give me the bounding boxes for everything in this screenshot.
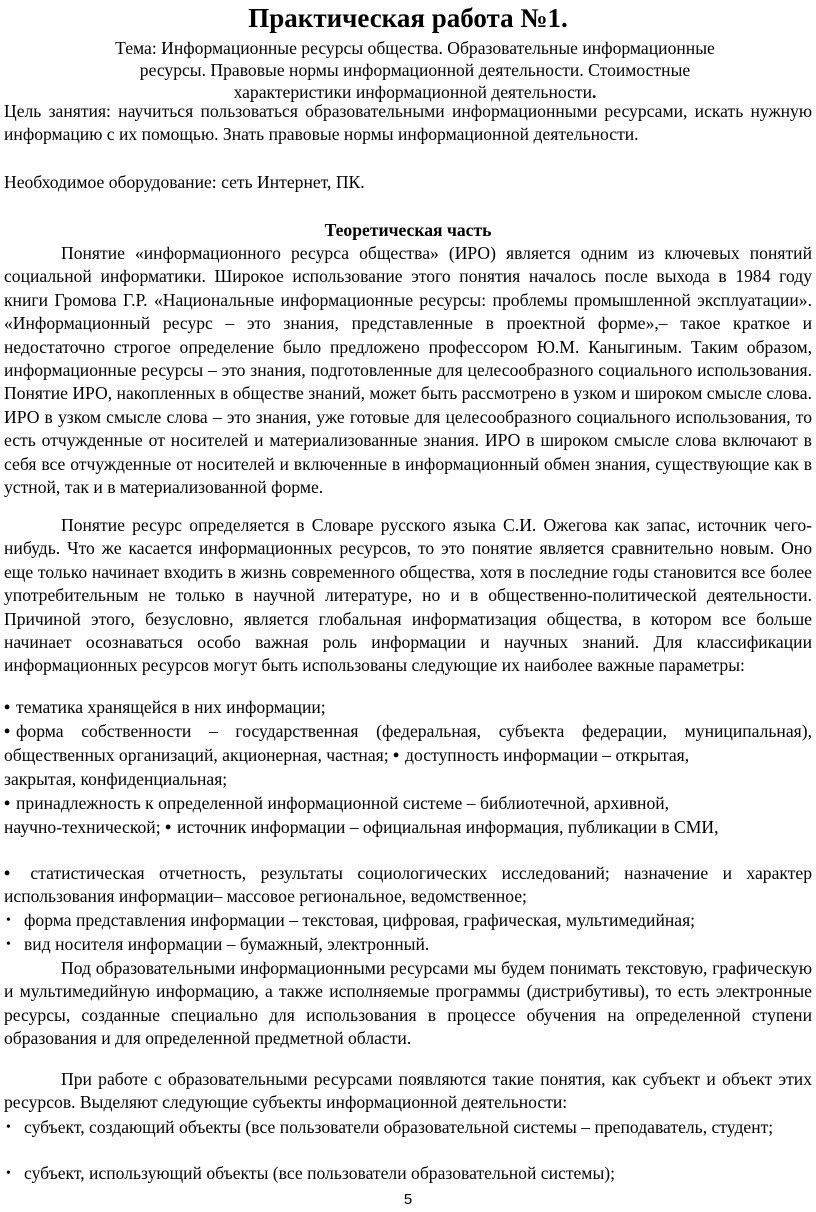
page-title: Практическая работа №1.	[248, 3, 568, 33]
param-item-topic	[4, 696, 812, 719]
param-text: вид носителя информации – бумажный, электронный.	[24, 934, 430, 954]
param-item-source	[4, 816, 812, 839]
bullet-icon: •	[165, 817, 172, 837]
section-heading: Теоретическая часть	[324, 220, 492, 240]
param-item-accessibility	[4, 744, 812, 767]
param-item-system	[4, 792, 812, 815]
paragraph-educational-resources: Под образовательными информационными ресурсами мы будем понимать текстовую, графическую и мультимедийную информацию, а также исполняемые программы (дистрибутивы), то есть электронные ресурсы, созданные специально для использования в процессе обучения на определенной ступени образования и для определенной предметной области.	[4, 958, 812, 1049]
bullet-icon: •	[6, 1120, 11, 1135]
subject-item-creator	[4, 1116, 812, 1139]
topic-line	[90, 37, 740, 103]
param-text: тематика хранящейся в них информации;	[16, 697, 326, 717]
bullet-icon: •	[4, 721, 11, 741]
subject-item-user	[4, 1162, 812, 1185]
paragraph-subjects-intro: При работе с образовательными ресурсами появляются такие понятия, как субъект и объект этих ресурсов. Выделяют следующие субъекты информационной деятельности:	[4, 1069, 812, 1113]
bullet-icon: •	[4, 793, 11, 813]
param-text: закрытая, конфиденциальная;	[4, 769, 228, 789]
subject-text: субъект, использующий объекты (все пользователи образовательной системы);	[24, 1163, 616, 1183]
goal-paragraph: Цель занятия: научиться пользоваться образовательными информационными ресурсами, искать нужную информацию с их помощью. Знать правовые нормы информационной деятельности.	[4, 101, 812, 145]
param-item-carrier	[4, 933, 812, 956]
param-item-ownership	[4, 720, 812, 743]
topic-text: Тема: Информационные ресурсы общества. Образовательные информационные ресурсы. Правовые нормы информационной деятельности. Стоимостные характеристики информационной деятельности	[115, 38, 715, 102]
param-text: научно-технической;	[4, 817, 161, 837]
bullet-icon: •	[4, 863, 11, 883]
page-number: 5	[403, 1191, 413, 1208]
param-text: статистическая отчетность, результаты социологических исследований; назначение и характер использования информации– массовое региональное, ведомственное;	[4, 863, 812, 907]
topic-end: .	[592, 82, 597, 102]
bullet-icon: •	[393, 745, 400, 765]
param-text: доступность информации – открытая,	[405, 745, 690, 765]
param-text: источник информации – официальная информация, публикации в СМИ,	[177, 817, 719, 837]
param-text: форма представления информации – текстовая, цифровая, графическая, мультимедийная;	[24, 910, 696, 930]
param-item-statistics	[4, 862, 812, 909]
param-text: форма собственности – государственная (федеральная, субъекта федерации, муниципальная),	[16, 721, 812, 741]
param-text: принадлежность к определенной информационной системе – библиотечной, архивной,	[16, 793, 670, 813]
param-item-form	[4, 909, 812, 932]
bullet-icon: •	[6, 1166, 11, 1181]
paragraph-iro: Понятие «информационного ресурса общества» (ИРО) является одним из ключевых понятий социальной информатики. Широкое использование этого понятия началось после выхода в 1984 году книги Громова Г.Р. «Национальные информационные ресурсы: проблемы промышленной эксплуатации». «Информационный ресурс – это знания, представленные в проектной форме»,– такое краткое и недостаточно строгое определение было предложено профессором Ю.М. Каныгиным. Таким образом, информационные ресурсы – это знания, подготовленные для целесообразного социального использования. Понятие ИРО, накопленных в обществе знаний, может быть рассмотрено в узком и широком смысле слова. ИРО в узком смысле слова – это знания, уже готовые для целесообразного социального использования, то есть отчужденные от носителей и материализованные знания. ИРО в широком смысле слова включают в себя все отчужденные от носителей и включенные в информационный обмен знания, существующие как в устной, так и в материализованной форме.	[4, 243, 813, 498]
bullet-icon: •	[6, 913, 11, 928]
param-text: общественных организаций, акционерная, частная;	[4, 745, 389, 765]
bullet-icon: •	[4, 697, 11, 717]
subject-text: субъект, создающий объекты (все пользователи образовательной системы – преподаватель, студент;	[24, 1117, 774, 1137]
bullet-icon: •	[6, 937, 11, 952]
equipment-line: Необходимое оборудование: сеть Интернет, ПК.	[4, 172, 365, 192]
paragraph-resource: Понятие ресурс определяется в Словаре русского языка С.И. Ожегова как запас, источник чего-нибудь. Что же касается информационных ресурсов, то это понятие является сравнительно новым. Оно еще только начинает входить в жизнь современного общества, хотя в последние годы становится все более употребительным не только в научной литературе, но и в общественно-политической деятельности. Причиной этого, безусловно, является глобальная информатизация общества, в котором все больше начинает осознаваться особо важная роль информации и научных знаний. Для классификации информационных ресурсов могут быть использованы следующие их наиболее важные параметры:	[4, 515, 812, 676]
param-item-accessibility-cont	[4, 768, 812, 791]
